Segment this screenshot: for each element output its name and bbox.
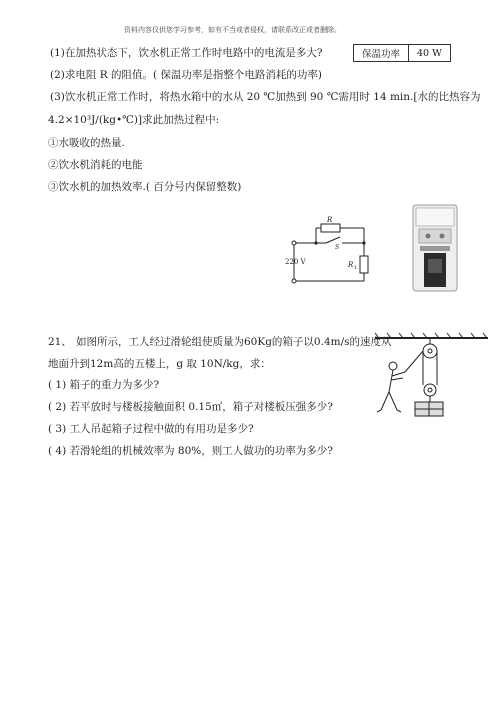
q21-item2: ( 2) 若平放时与楼板接触面积 0.15㎡，箱子对楼板压强多少? bbox=[48, 401, 333, 413]
q20-sub3: ③饮水机的加热效率.( 百分号内保留整数) bbox=[48, 181, 242, 193]
q21-item4: ( 4) 若滑轮组的机械效率为 80%，则工人做功的功率为多少? bbox=[48, 445, 333, 457]
q21-line2: 地面升到12m高的五楼上，g 取 10N/kg，求： bbox=[48, 358, 271, 370]
r1-subscript: 1 bbox=[354, 265, 358, 271]
q21-line1: 如图所示，工人经过滑轮组使质量为60Kg的箱子以0.4m/s的速度从 bbox=[76, 336, 392, 348]
power-table bbox=[353, 44, 451, 62]
q20-part3: (3)饮水机正常工作时，将热水箱中的水从 20 ℃加热到 90 ℃需用时 14 min.[水的比热容为 bbox=[50, 91, 481, 103]
q21-item1: ( 1) 箱子的重力为多少? bbox=[48, 379, 160, 391]
water-dispenser-image bbox=[410, 203, 462, 293]
q20-sub2: ②饮水机消耗的电能 bbox=[48, 159, 143, 171]
q21-item3: ( 3) 工人吊起箱子过程中做的有用功是多少? bbox=[48, 423, 254, 435]
q20-sub1: ①水吸收的热量. bbox=[48, 137, 125, 149]
page-header: 资料内容仅供您学习参考，如有不当或者侵权，请联系改正或者删除。 bbox=[124, 26, 341, 34]
r1-label: R bbox=[348, 261, 354, 269]
q20-part3-cont: 4.2×10³J/(kg•℃)]求此加热过程中: bbox=[48, 114, 220, 126]
q20-part1: (1)在加热状态下，饮水机正常工作时电路中的电流是多大? bbox=[50, 47, 323, 59]
switch-label: S bbox=[335, 244, 340, 251]
table-label: 保温功率 bbox=[354, 45, 409, 62]
voltage-label: 220 V bbox=[285, 258, 306, 266]
circuit-diagram bbox=[280, 215, 375, 290]
pulley-worker-illustration bbox=[375, 330, 490, 430]
table-value: 40 W bbox=[409, 45, 451, 62]
r2-label: R bbox=[327, 216, 333, 224]
q20-part2: (2)求电阻 R 的阻值。( 保温功率是指整个电路消耗的功率) bbox=[50, 69, 322, 81]
q21-number: 21、 bbox=[48, 336, 72, 348]
